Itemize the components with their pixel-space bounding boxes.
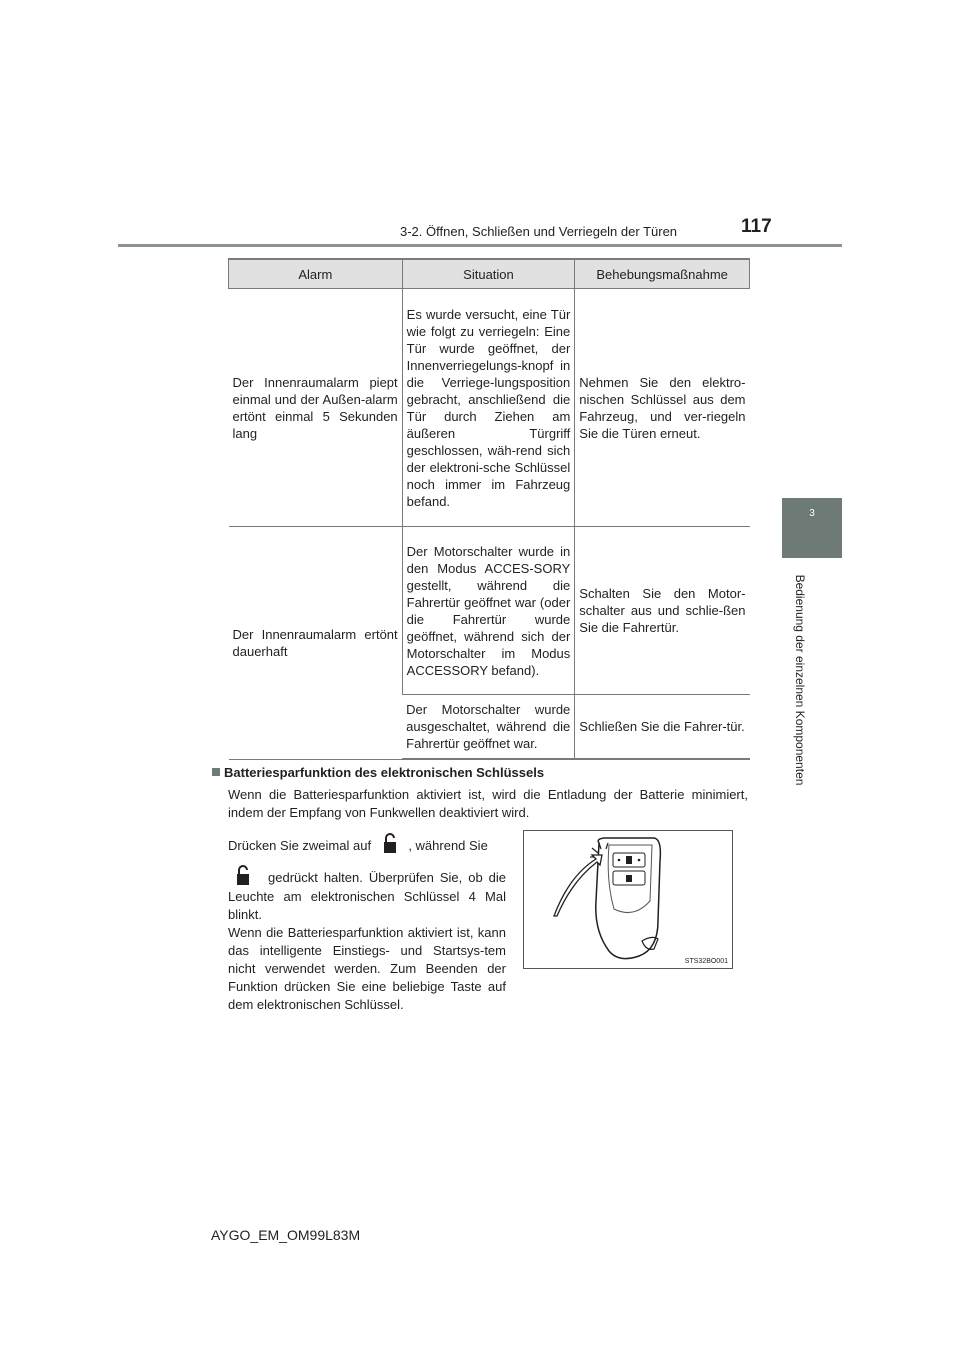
section-title [212,765,544,780]
alarm-table [228,258,750,760]
lock-button-icon [375,832,405,856]
table-header-alarm: Alarm [229,259,403,289]
section-header: 3-2. Öffnen, Schließen und Verriegeln der Türen [400,224,678,239]
table-cell-alarm: Der Innenraumalarm ertönt dauerhaft [229,527,403,760]
key-fob-figure [523,830,733,969]
table-header-row [229,259,750,289]
instruction-text-b: , während Sie [408,838,488,853]
page-number: 117 [741,216,772,237]
table-cell-remedy: Schließen Sie die Fahrer-tür. [575,695,750,760]
instruction-text-a: Drücken Sie zweimal auf [228,838,372,853]
table-cell-alarm: Der Innenraumalarm piept einmal und der Außen-alarm ertönt einmal 5 Sekunden lang [229,289,403,527]
key-fob-icon [524,831,732,968]
intro-paragraph: Wenn die Batteriesparfunktion aktiviert ist, wird die Entladung der Batterie minimiert, indem der Empfang von Funkwellen deaktiviert wird. [228,787,748,820]
table-cell-situation: Der Motorschalter wurde ausgeschaltet, während die Fahrertür geöffnet war. [402,695,575,760]
square-bullet-icon [212,768,220,776]
chapter-tab: 3 [782,498,842,558]
table-cell-remedy: Nehmen Sie den elektro-nischen Schlüssel aus dem Fahrzeug, und ver-riegeln Sie die Türen erneut. [575,289,750,527]
table-row [229,527,750,695]
document-id: AYGO_EM_OM99L83M [211,1227,361,1243]
instruction-paragraph [228,832,506,1014]
instruction-text-d: Wenn die Batteriesparfunktion aktiviert ist, kann das intelligente Einstiegs- und Startsys-tem nicht verwendet werden. Zum Beenden der Funktion drücken Sie eine beliebige Taste auf dem elektronischen Schlüssel. [228,925,506,1012]
table-cell-situation: Es wurde versucht, eine Tür wie folgt zu verriegeln: Eine Tür wurde geöffnet, der Innenverriegelungs-knopf in die Verriege-lungsposition gebracht, anschließend die Tür durch Ziehen am äußeren Türgriff geschlossen, wäh-rend sich der elektroni-sche Schlüssel noch immer im Fahrzeug befand. [402,289,575,527]
lock-button-icon [228,864,258,888]
instruction-text-c: gedrückt halten. Überprüfen Sie, ob die Leuchte am elektronischen Schlüssel 4 Mal blinkt. [228,870,506,922]
chapter-title-text: Bedienung der einzelnen Komponenten [793,574,807,786]
section-title-text: Batteriesparfunktion des elektronischen Schlüssels [224,765,545,780]
table-row [229,289,750,527]
figure-code: STS32BO001 [684,958,728,965]
chapter-title [790,565,810,795]
table-header-remedy: Behebungsmaßnahme [575,259,750,289]
table-cell-situation: Der Motorschalter wurde in den Modus ACCES-SORY gestellt, während die Fahrertür geöffnet war (oder die Fahrertür wurde geöffnet, während sich der Motorschalter im Modus ACCESSORY befand). [402,527,575,695]
header-rule [118,244,842,247]
table-cell-remedy: Schalten Sie den Motor-schalter aus und schlie-ßen Sie die Fahrertür. [575,527,750,695]
table-header-situation: Situation [402,259,575,289]
